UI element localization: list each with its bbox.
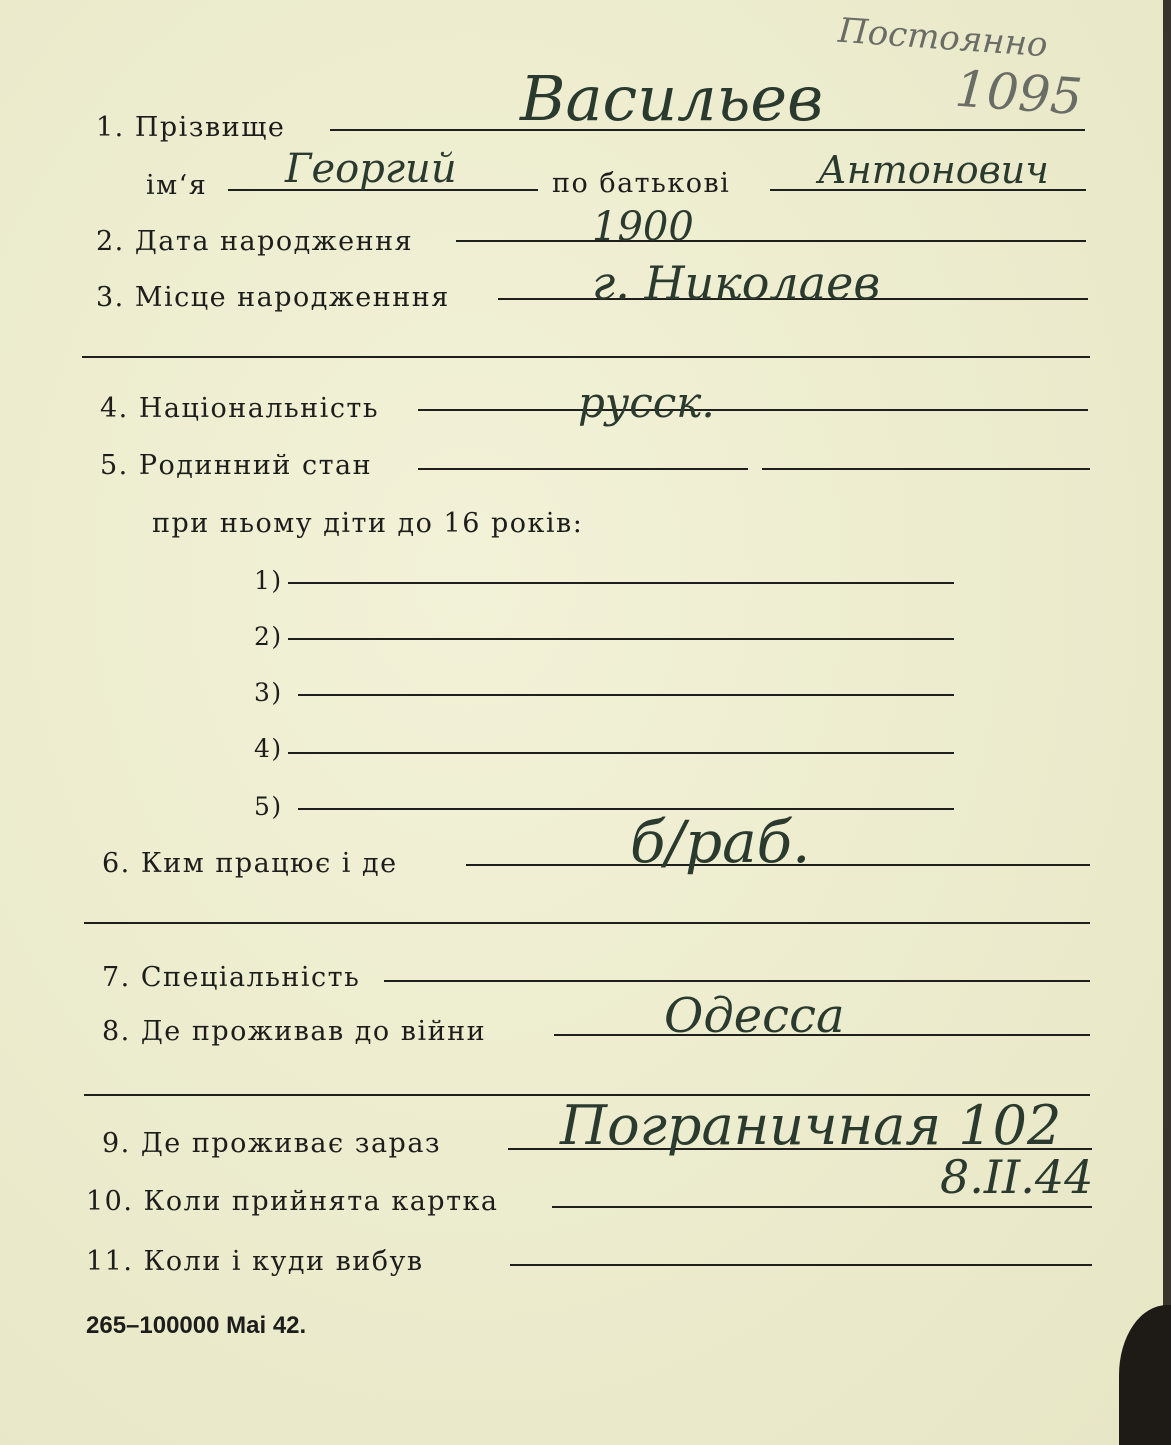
value-patronymic: Антонович — [818, 148, 1049, 192]
label-child-4: 4) — [254, 734, 283, 763]
line-child-2 — [288, 638, 954, 640]
paper-edge-shadow — [1163, 0, 1171, 1445]
label-birth-place: 3. Місце народженння — [96, 282, 450, 313]
line-family-status-b — [762, 468, 1090, 470]
label-surname: 1. Прізвище — [96, 112, 286, 143]
line-birth-date — [456, 240, 1086, 242]
label-child-3: 3) — [254, 678, 283, 707]
label-children: при ньому діти до 16 років: — [152, 508, 584, 539]
label-child-1: 1) — [254, 566, 283, 595]
label-departure: 11. Коли і куди вибув — [86, 1246, 424, 1277]
line-child-1 — [288, 582, 954, 584]
label-child-5: 5) — [254, 792, 283, 821]
value-birth-place: г. Николаев — [592, 256, 881, 310]
corner-note: Постоянно — [836, 10, 1049, 66]
value-prewar-residence: Одесса — [664, 988, 845, 1044]
value-occupation: б/раб. — [630, 808, 811, 876]
label-birth-date: 2. Дата народження — [96, 226, 414, 257]
torn-corner — [1119, 1305, 1171, 1445]
value-card-accepted: 8.II.44 — [940, 1150, 1094, 1204]
print-code: 265–100000 Mai 42. — [86, 1312, 307, 1339]
label-speciality: 7. Спеціальність — [102, 962, 361, 993]
label-family-status: 5. Родинний стан — [100, 450, 373, 481]
value-birth-date: 1900 — [592, 204, 694, 250]
value-current-residence: Пограничная 102 — [560, 1094, 1062, 1157]
line-occupation-extra — [84, 922, 1090, 924]
label-patronymic: по батькові — [552, 168, 731, 199]
line-birth-place-extra — [82, 356, 1090, 358]
value-surname: Васильев — [520, 62, 824, 135]
label-child-2: 2) — [254, 622, 283, 651]
label-occupation: 6. Ким працює і де — [102, 848, 398, 879]
line-card-accepted — [552, 1206, 1092, 1208]
line-speciality — [384, 980, 1090, 982]
line-child-4 — [288, 752, 954, 754]
line-nationality — [418, 409, 1088, 411]
label-nationality: 4. Національність — [100, 393, 380, 424]
value-nationality: русск. — [578, 378, 715, 427]
label-prewar-residence: 8. Де проживав до війни — [102, 1016, 487, 1047]
line-child-3 — [298, 694, 954, 696]
line-departure — [510, 1264, 1092, 1266]
record-number: 1095 — [953, 59, 1085, 127]
label-current-residence: 9. Де проживає зараз — [102, 1128, 442, 1159]
line-child-5 — [298, 808, 954, 810]
label-card-accepted: 10. Коли прийнята картка — [86, 1186, 499, 1217]
label-first-name: ім‘я — [146, 170, 208, 201]
line-family-status-a — [418, 468, 748, 470]
value-first-name: Георгий — [285, 146, 457, 192]
